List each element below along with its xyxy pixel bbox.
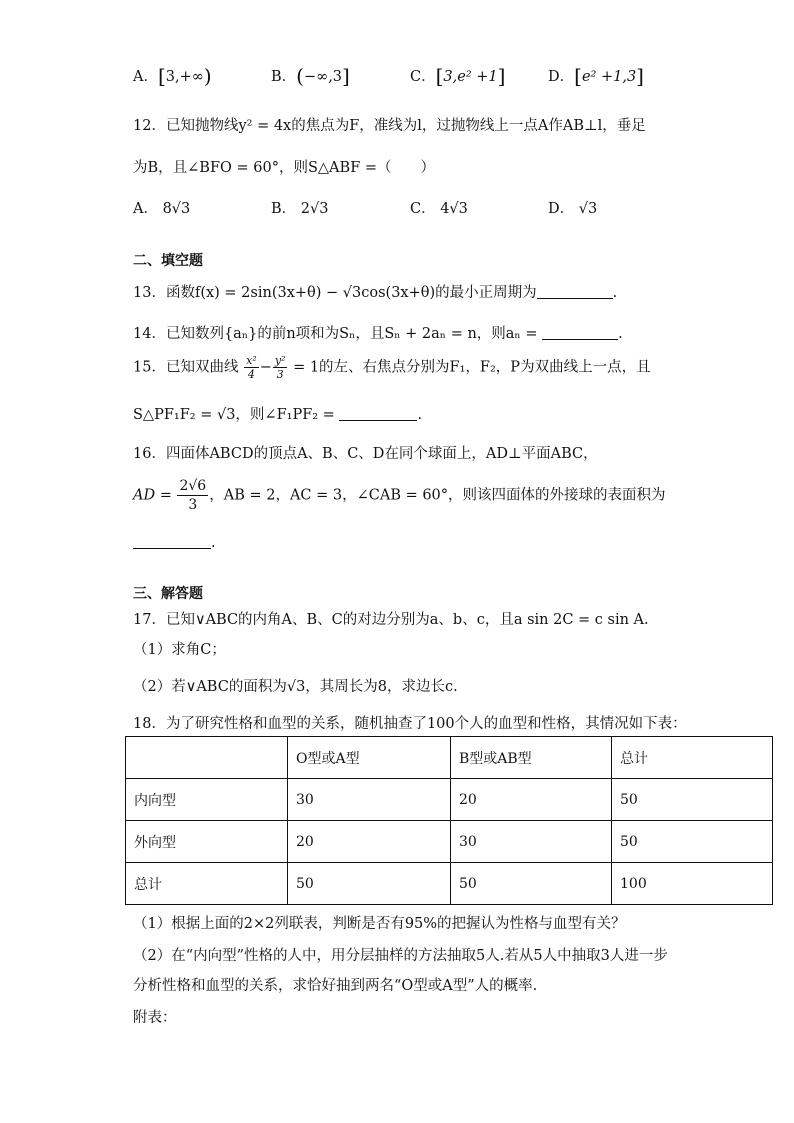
- table-header-cell: B型或AB型: [451, 737, 612, 779]
- q16-ad-label: AD =: [133, 487, 172, 504]
- q12-option-d: D． √3: [548, 201, 598, 217]
- table-row: [126, 821, 773, 863]
- q15-text-a: 15．已知双曲线: [133, 359, 239, 376]
- q15-text-b: = 1的左、右焦点分别为F₁，F₂，P为双曲线上一点，且: [293, 359, 651, 376]
- table-cell: 100: [612, 863, 773, 905]
- table-cell: 50: [612, 779, 773, 821]
- q12-line2: 为B，且∠BFO = 60°，则S△ABF =（ ）: [133, 160, 436, 176]
- q14-text: 14．已知数列{aₙ}的前n项和为Sₙ，且Sₙ + 2aₙ = n，则aₙ =: [133, 326, 538, 342]
- table-row: [126, 779, 773, 821]
- table-header-row: [126, 737, 773, 779]
- section-heading-fill-blank: 二、填空题: [133, 253, 203, 269]
- table-cell: 50: [612, 821, 773, 863]
- q11-option-b: B．(−∞,3]: [271, 64, 350, 88]
- table-header-cell: 总计: [612, 737, 773, 779]
- table-row: [126, 863, 773, 905]
- q15-fraction-x: $\frac{\text{x²}}{4}$: [246, 354, 257, 381]
- q18-intro: 18．为了研究性格和血型的关系，随机抽查了100个人的血型和性格，其情况如下表：: [133, 716, 687, 732]
- q17-line1: 17．已知∨ABC的内角A、B、C的对边分别为a、b、c，且a sin 2C = c sin A.: [133, 612, 649, 628]
- q12-option-c: C． 4√3: [410, 201, 468, 217]
- table-cell: 总计: [126, 863, 288, 905]
- table-cell: 外向型: [126, 821, 288, 863]
- table-cell: 50: [288, 863, 451, 905]
- table-cell: 20: [451, 779, 612, 821]
- q17-part2: （2）若∨ABC的面积为√3，其周长为8，求边长c.: [133, 679, 458, 695]
- q14-answer-blank[interactable]: [542, 325, 618, 340]
- q16-line2: [133, 477, 666, 514]
- q18-part2-line2: 分析性格和血型的关系，求恰好抽到两名“O型或A型”人的概率.: [133, 978, 538, 994]
- table-header-cell: [126, 737, 288, 779]
- table-cell: 30: [288, 779, 451, 821]
- table-cell: 50: [451, 863, 612, 905]
- q11-option-d: D．[e² +1,3]: [548, 64, 644, 88]
- q13: 13．函数f(x) = 2sin(3x+θ) − √3cos(3x+θ)的最小正周期为 .: [133, 285, 618, 301]
- q15-answer-blank[interactable]: [339, 406, 417, 421]
- q16-ad-fraction: $\frac{2√6}{3}$: [179, 478, 207, 513]
- contingency-table: [125, 736, 773, 905]
- table-cell: 30: [451, 821, 612, 863]
- q13-answer-blank[interactable]: [537, 284, 613, 299]
- q15-fraction-y: $\frac{\text{y²}}{3}$: [274, 354, 286, 381]
- q18-part2-line1: （2）在“内向型”性格的人中，用分层抽样的方法抽取5人.若从5人中抽取3人进一步: [133, 948, 668, 964]
- q14: 14．已知数列{aₙ}的前n项和为Sₙ，且Sₙ + 2aₙ = n，则aₙ = .: [133, 326, 623, 342]
- q11-option-c: C．[3,e² +1]: [410, 64, 506, 88]
- q16-line3: .: [133, 534, 216, 551]
- q15-line2: S△PF₁F₂ = √3，则∠F₁PF₂ = .: [133, 407, 423, 423]
- q12-option-a: A． 8√3: [133, 201, 191, 217]
- q15-text-c: S△PF₁F₂ = √3，则∠F₁PF₂ =: [133, 407, 335, 423]
- q18-appendix-label: 附表：: [133, 1010, 177, 1026]
- q16-line1: 16．四面体ABCD的顶点A、B、C、D在同个球面上，AD⊥平面ABC，: [133, 446, 598, 462]
- table-header-cell: O型或A型: [288, 737, 451, 779]
- q17-part1: （1）求角C；: [133, 642, 226, 658]
- q12-option-b: B． 2√3: [271, 201, 329, 217]
- table-cell: 20: [288, 821, 451, 863]
- q16-answer-blank[interactable]: [133, 534, 211, 549]
- q15-line1: 15．已知双曲线 $\frac{\text{x²}}{4}$ − $\frac{\text{y²}}{3}$ = 1的左、右焦点分别为F₁，F₂，P为双曲线上一点，且: [133, 354, 651, 381]
- q12-line1: 12．已知抛物线y² = 4x的焦点为F，准线为l，过抛物线上一点A作AB⊥l，垂足: [133, 118, 646, 134]
- section-heading-solve: 三、解答题: [133, 586, 203, 602]
- q11-option-a: A．[3,+∞): [133, 64, 212, 88]
- table-cell: 内向型: [126, 779, 288, 821]
- q13-text: 13．函数f(x) = 2sin(3x+θ) − √3cos(3x+θ)的最小正周期为: [133, 285, 537, 301]
- q18-part1: （1）根据上面的2×2列联表，判断是否有95%的把握认为性格与血型有关？: [133, 916, 626, 932]
- q16-text-b: ，AB = 2，AC = 3，∠CAB = 60°，则该四面体的外接球的表面积为: [209, 487, 666, 504]
